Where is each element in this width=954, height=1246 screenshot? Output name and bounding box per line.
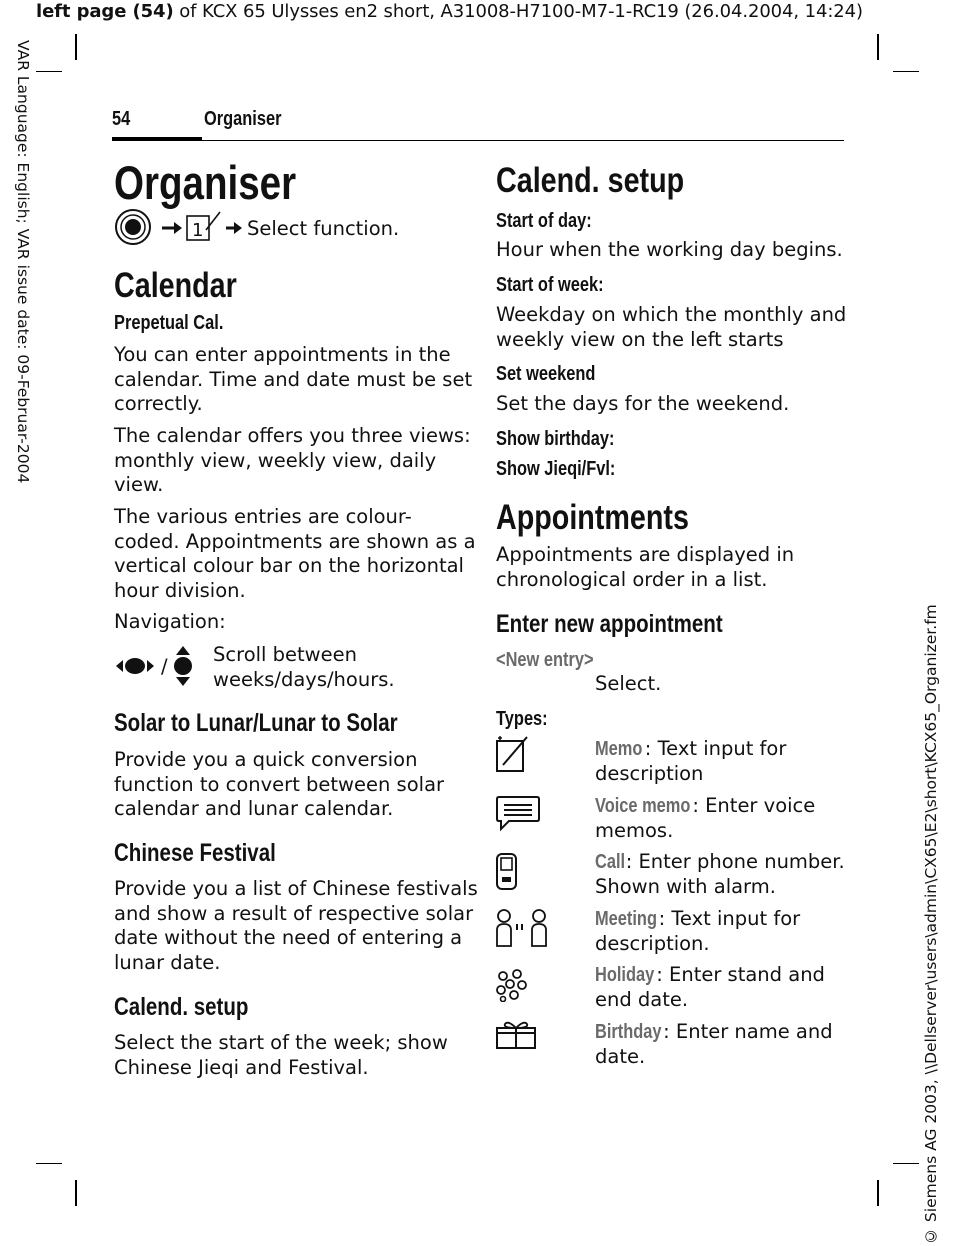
type-name: Memo — [595, 738, 643, 760]
navigation-label: Navigation: — [114, 610, 226, 633]
type-birthday — [595, 1020, 833, 1069]
text-line: correctly. — [114, 392, 203, 415]
header-rule — [112, 140, 844, 141]
text-line: hour division. — [114, 578, 246, 602]
type-name: Voice memo — [595, 795, 691, 817]
start-of-day-text: Hour when the working day begins. — [496, 238, 843, 261]
type-call — [595, 850, 845, 899]
text-line: The various entries are colour- — [114, 505, 412, 528]
text-line: calendar. Time and date must be set — [114, 367, 473, 391]
type-desc: date. — [595, 1044, 646, 1068]
type-desc: description. — [595, 931, 710, 955]
new-entry-softkey: <New entry> — [496, 649, 594, 671]
solar-lunar-text — [114, 748, 444, 822]
heading-chinese-festival: Chinese Festival — [114, 839, 276, 867]
nav-select-function: Select function. — [247, 217, 400, 240]
scroll-description — [213, 643, 395, 692]
voice-memo-icon — [495, 795, 541, 837]
section-heading-calend-setup: Calend. setup — [496, 161, 685, 200]
text-line: Select the start of the week; show — [114, 1031, 448, 1054]
crop-mark — [877, 1180, 879, 1206]
page-title: Organiser — [114, 156, 297, 209]
crop-mark — [75, 1180, 77, 1206]
text-line: chronological order in a list. — [496, 567, 768, 591]
heading-enter-new-appointment: Enter new appointment — [496, 610, 723, 638]
crop-mark — [877, 34, 879, 60]
heading-calend-setup-left: Calend. setup — [114, 993, 249, 1021]
type-desc: : Text input for — [658, 907, 801, 930]
text-line: monthly view, weekly view, daily — [114, 448, 437, 472]
side-note-right: © Siemens AG 2003, \\Dellserver\users\admin\CX65\E2\short\KCX65_Organizer.fm — [922, 604, 940, 1245]
text-line: Weekday on which the monthly and — [496, 303, 847, 326]
running-head-title: Organiser — [204, 108, 282, 130]
select-text: Select. — [595, 672, 662, 695]
type-name: Meeting — [595, 908, 657, 930]
organiser-icon — [187, 212, 220, 241]
label-start-of-week: Start of week: — [496, 274, 604, 296]
type-desc: description — [595, 761, 704, 785]
print-header-bold: left page (54) — [36, 1, 174, 22]
text-line: Appointments are displayed in — [496, 543, 795, 566]
text-line: function to convert between solar — [114, 772, 445, 796]
nav-path — [114, 208, 244, 250]
gift-icon — [495, 1018, 537, 1054]
print-header — [36, 1, 863, 22]
svg-text:1: 1 — [192, 220, 204, 241]
label-start-of-day: Start of day: — [496, 210, 592, 232]
heading-solar-lunar: Solar to Lunar/Lunar to Solar — [114, 709, 398, 737]
type-name: Birthday — [595, 1021, 662, 1043]
arrow-right-icon — [226, 222, 242, 234]
calendar-paragraph-2 — [114, 424, 471, 498]
type-desc: end date. — [595, 987, 689, 1011]
holiday-icon — [495, 968, 529, 1006]
text-line: weekly view on the left starts — [496, 327, 784, 351]
label-show-jieqi: Show Jieqi/Fvl: — [496, 458, 616, 480]
type-name: Holiday — [595, 964, 655, 986]
calendar-paragraph-1 — [114, 343, 472, 417]
type-holiday — [595, 963, 825, 1012]
nav-keys — [114, 644, 158, 692]
left-right-key-icon — [114, 644, 158, 688]
start-of-week-text — [496, 303, 846, 352]
crop-mark — [36, 1163, 62, 1164]
label-show-birthday: Show birthday: — [496, 428, 615, 450]
type-desc: : Enter name and — [663, 1020, 833, 1043]
crop-mark — [75, 34, 77, 60]
crop-mark — [893, 1163, 919, 1164]
text-line: and show a result of respective solar — [114, 901, 474, 925]
meeting-icon — [495, 908, 549, 952]
arrow-right-icon — [162, 222, 182, 234]
text-line: weeks/days/hours. — [213, 667, 395, 691]
crop-mark — [36, 71, 62, 72]
setup-text-left — [114, 1031, 448, 1080]
text-line: calendar and lunar calendar. — [114, 797, 394, 820]
page-number: 54 — [112, 108, 131, 130]
type-name: Call — [595, 851, 626, 873]
text-line: view. — [114, 473, 164, 496]
type-desc: : Enter voice — [692, 794, 816, 817]
nav-separator: / — [161, 655, 168, 678]
appointments-text — [496, 543, 794, 592]
type-memo — [595, 737, 786, 786]
phone-icon — [495, 853, 519, 895]
type-meeting — [595, 907, 800, 956]
type-desc: : Enter stand and — [656, 963, 825, 986]
center-key-icon — [116, 210, 150, 244]
section-heading-appointments: Appointments — [496, 498, 689, 537]
type-voice-memo — [595, 794, 815, 843]
type-desc: Shown with alarm. — [595, 874, 776, 898]
side-note-left: VAR Language: English; VAR issue date: 09-Februar-2004 — [14, 40, 32, 484]
text-line: Scroll between — [213, 643, 357, 666]
memo-icon — [495, 735, 529, 777]
label-set-weekend: Set weekend — [496, 363, 596, 385]
text-line: The calendar offers you three views: — [114, 424, 471, 447]
text-line: lunar date. — [114, 950, 221, 974]
crop-mark — [893, 71, 919, 72]
menu-path-icons — [114, 208, 244, 246]
text-line: Chinese Jieqi and Festival. — [114, 1055, 369, 1079]
type-desc: : Text input for — [644, 737, 787, 760]
text-line: Provide you a quick conversion — [114, 748, 418, 771]
subheading-perpetual: Prepetual Cal. — [114, 312, 224, 334]
text-line: You can enter appointments in the — [114, 343, 451, 366]
type-desc: memos. — [595, 818, 674, 842]
festival-text — [114, 877, 478, 975]
section-heading-calendar: Calendar — [114, 266, 237, 305]
text-line: vertical colour bar on the horizontal — [114, 554, 464, 577]
set-weekend-text: Set the days for the weekend. — [496, 392, 790, 415]
text-line: coded. Appointments are shown as a — [114, 529, 476, 553]
up-down-key-icon — [172, 644, 194, 688]
type-desc: : Enter phone number. — [625, 850, 845, 873]
text-line: Provide you a list of Chinese festivals — [114, 877, 478, 900]
print-header-rest: of KCX 65 Ulysses en2 short, A31008-H7100-M7-1-RC19 (26.04.2004, 14:24) — [173, 1, 863, 22]
calendar-paragraph-3 — [114, 505, 476, 603]
nav-keys-2 — [172, 644, 194, 692]
label-types: Types: — [496, 708, 548, 730]
text-line: date without the need of entering a — [114, 926, 463, 949]
